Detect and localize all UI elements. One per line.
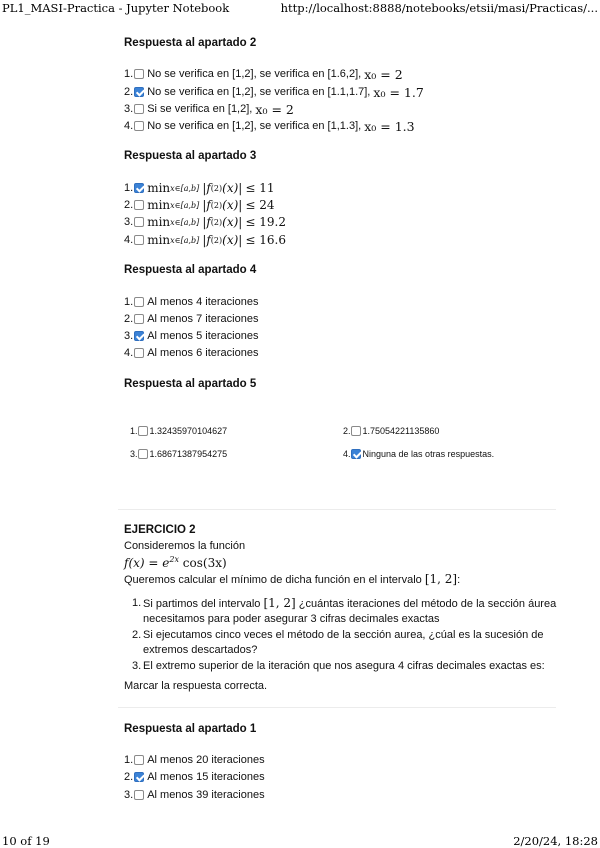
option-text: Al menos 6 iteraciones: [147, 347, 259, 359]
ejercicio2-closing: Marcar la respuesta correcta.: [124, 680, 268, 692]
ej2-apartado1-option-3[interactable]: [124, 787, 265, 803]
option-number: 4.: [124, 120, 134, 132]
goal-text: Queremos calcular el mínimo de dicha función en el intervalo: [124, 574, 422, 586]
checkbox-checked-icon[interactable]: [134, 772, 144, 782]
option-text: Al menos 4 iteraciones: [147, 296, 259, 308]
apartado3-title: Respuesta al apartado 3: [124, 150, 257, 162]
checkbox-icon[interactable]: [134, 790, 144, 800]
bound-value: ≤ 19.2: [245, 215, 286, 229]
checkbox-icon[interactable]: [134, 755, 144, 765]
option-number: 2.: [124, 313, 134, 325]
apartado3-option-3[interactable]: [124, 214, 286, 230]
option-number: 2.: [124, 199, 134, 211]
goal-end: :: [457, 574, 461, 586]
option-text: 1.68671387954275: [149, 449, 228, 459]
derivative-expr: |f: [202, 198, 211, 212]
derivative-order: (2): [210, 235, 223, 245]
question-item-1: [132, 596, 562, 627]
derivative-order: (2): [210, 217, 223, 227]
derivative-tail: (x)|: [222, 233, 243, 247]
derivative-tail: (x)|: [222, 181, 243, 195]
min-operator: min: [147, 181, 171, 195]
goal-interval: [1, 2]: [424, 572, 458, 586]
derivative-expr: |f: [202, 181, 211, 195]
bound-value: ≤ 16.6: [245, 233, 286, 247]
option-text: Al menos 5 iteraciones: [147, 330, 259, 342]
option-number: 1.: [130, 426, 138, 436]
question-text-line2: necesitamos para poder asegurar 3 cifras decimales exactas: [143, 613, 440, 625]
checkbox-checked-icon[interactable]: [134, 87, 144, 97]
print-header-title: PL1_MASI-Practica - Jupyter Notebook: [2, 1, 230, 15]
option-number: 4.: [343, 449, 351, 459]
apartado2-title: Respuesta al apartado 2: [124, 37, 257, 49]
derivative-order: (2): [210, 200, 223, 210]
checkbox-icon[interactable]: [134, 69, 144, 79]
option-number: 1.: [124, 68, 134, 80]
ej2-apartado1-option-1[interactable]: [124, 752, 265, 768]
checkbox-checked-icon[interactable]: [134, 183, 144, 193]
checkbox-icon[interactable]: [138, 449, 148, 459]
option-text: 1.32435970104627: [149, 426, 228, 436]
question-text-post: ¿cuántas iteraciones del método de la sección áurea: [295, 598, 557, 610]
checkbox-icon[interactable]: [134, 297, 144, 307]
question-number: 1.: [132, 597, 142, 609]
option-text: No se verifica en [1,2], se verifica en [1.1,1.7],: [147, 86, 371, 98]
checkbox-icon[interactable]: [134, 200, 144, 210]
option-text: 1.75054221135860: [362, 426, 440, 436]
question-number: 3.: [132, 660, 142, 672]
apartado4-option-1[interactable]: [124, 294, 258, 310]
ejercicio2-goal: [124, 572, 460, 586]
apartado5-title: Respuesta al apartado 5: [124, 378, 257, 390]
option-number: 3.: [124, 330, 134, 342]
option-math: x₀ = 1.7: [373, 84, 424, 100]
min-subscript: x∈[a,b]: [170, 183, 200, 193]
bound-value: ≤ 24: [245, 198, 275, 212]
print-footer-page: 10 of 19: [2, 834, 50, 848]
apartado2-option-2[interactable]: [124, 84, 424, 100]
checkbox-checked-icon[interactable]: [351, 449, 361, 459]
question-item-3: [132, 659, 562, 674]
formula-exponent: 2x: [169, 555, 179, 564]
option-number: 3.: [124, 789, 134, 801]
checkbox-checked-icon[interactable]: [134, 331, 144, 341]
min-operator: min: [147, 215, 171, 229]
checkbox-icon[interactable]: [134, 121, 144, 131]
question-interval: [1, 2]: [263, 596, 296, 610]
option-math: x₀ = 2: [255, 101, 294, 117]
option-number: 3.: [124, 216, 134, 228]
cell-divider: [118, 509, 556, 510]
option-math: x₀ = 2: [364, 66, 403, 82]
min-subscript: x∈[a,b]: [170, 217, 200, 227]
apartado5-option-2[interactable]: [343, 424, 439, 438]
option-text: Al menos 20 iteraciones: [147, 754, 265, 766]
question-text: El extremo superior de la iteración que nos asegura 4 cifras decimales exactas es:: [143, 660, 545, 672]
formula-rhs: cos(3x): [178, 556, 227, 570]
option-number: 3.: [130, 449, 138, 459]
min-subscript: x∈[a,b]: [170, 200, 200, 210]
ejercicio2-title: EJERCICIO 2: [124, 524, 196, 536]
option-text: Si se verifica en [1,2],: [147, 103, 253, 115]
apartado5-option-1[interactable]: [130, 424, 227, 438]
checkbox-icon[interactable]: [138, 426, 148, 436]
apartado2-option-3[interactable]: [124, 101, 294, 117]
checkbox-icon[interactable]: [134, 217, 144, 227]
option-math: x₀ = 1.3: [364, 118, 415, 134]
option-number: 3.: [124, 103, 134, 115]
option-text: Al menos 7 iteraciones: [147, 313, 259, 325]
option-number: 2.: [124, 771, 134, 783]
option-number: 1.: [124, 754, 134, 766]
option-number: 1.: [124, 182, 134, 194]
checkbox-icon[interactable]: [134, 235, 144, 245]
apartado4-option-4[interactable]: [124, 345, 258, 361]
apartado5-option-3[interactable]: [130, 447, 227, 461]
derivative-tail: (x)|: [222, 215, 243, 229]
apartado4-option-2[interactable]: [124, 311, 258, 327]
question-number: 2.: [132, 629, 142, 641]
bound-value: ≤ 11: [245, 181, 275, 195]
option-number: 2.: [124, 86, 134, 98]
ejercicio2-formula: [124, 555, 227, 570]
question-text: Si ejecutamos cinco veces el método de la sección aurea, ¿cúal es la sucesión de: [143, 629, 544, 641]
ejercicio2-intro: Consideremos la función: [124, 540, 246, 552]
question-text: Si partimos del intervalo: [143, 598, 264, 610]
option-text: No se verifica en [1,2], se verifica en [1.6,2],: [147, 68, 362, 80]
option-text: Al menos 15 iteraciones: [147, 771, 265, 783]
apartado3-option-1[interactable]: [124, 180, 275, 196]
apartado2-option-1[interactable]: [124, 66, 403, 82]
min-operator: min: [147, 233, 171, 247]
cell-divider: [118, 707, 556, 708]
checkbox-icon[interactable]: [134, 314, 144, 324]
option-number: 4.: [124, 347, 134, 359]
derivative-tail: (x)|: [222, 198, 243, 212]
question-text-line2: extremos descartados?: [143, 644, 258, 656]
option-text: No se verifica en [1,2], se verifica en [1,1.3],: [147, 120, 362, 132]
ejercicio2-question-list: [132, 596, 562, 675]
apartado3-option-4[interactable]: [124, 232, 286, 248]
formula-lhs: f(x) = e: [124, 556, 170, 570]
ej2-apartado1-title: Respuesta al apartado 1: [124, 723, 257, 735]
checkbox-icon[interactable]: [351, 426, 361, 436]
option-text: Ninguna de las otras respuestas.: [362, 449, 495, 459]
min-operator: min: [147, 198, 171, 212]
option-text: Al menos 39 iteraciones: [147, 789, 265, 801]
option-number: 1.: [124, 296, 134, 308]
option-number: 2.: [343, 426, 351, 436]
derivative-expr: |f: [202, 215, 211, 229]
apartado2-option-4[interactable]: [124, 118, 415, 134]
derivative-expr: |f: [202, 233, 211, 247]
apartado4-title: Respuesta al apartado 4: [124, 264, 257, 276]
checkbox-icon[interactable]: [134, 348, 144, 358]
min-subscript: x∈[a,b]: [170, 235, 200, 245]
apartado4-option-3[interactable]: [124, 328, 258, 344]
apartado5-option-4[interactable]: [343, 447, 494, 461]
derivative-order: (2): [210, 183, 223, 193]
checkbox-icon[interactable]: [134, 104, 144, 114]
print-footer-date: 2/20/24, 18:28: [513, 834, 598, 848]
apartado3-option-2[interactable]: [124, 197, 275, 213]
ej2-apartado1-option-2[interactable]: [124, 769, 265, 785]
option-number: 4.: [124, 234, 134, 246]
print-header-url: http://localhost:8888/notebooks/etsii/masi/Practicas/...: [280, 1, 598, 15]
question-item-2: [132, 628, 562, 658]
